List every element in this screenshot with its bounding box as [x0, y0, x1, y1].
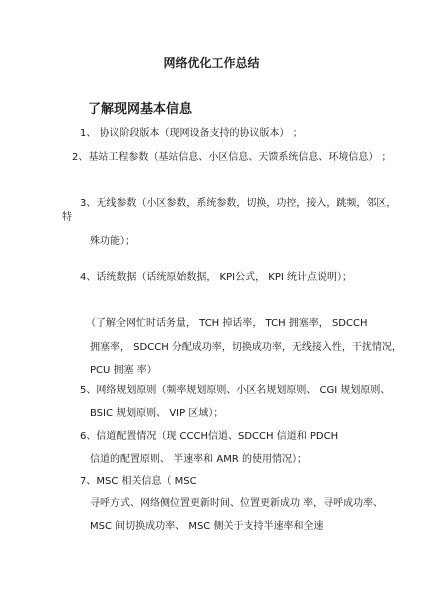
list-item-7: 7、MSC 相关信息（ MSC: [80, 476, 197, 487]
list-item-2: 2、基站工程参数（基站信息、小区信息、天馈系统信息、环境信息） ；: [72, 152, 392, 163]
list-item-7-cont-1: 寻呼方式、网络侧位置更新时间、位置更新成功 率，寻呼成功率、: [90, 498, 384, 509]
list-item-4: 4、话统数据（话统原始数据， KPI公式， KPI 统计点说明）；: [80, 272, 352, 283]
list-item-7-cont-2: MSC 间切换成功率、 MSC 侧关于支持半速率和全速: [90, 521, 324, 532]
list-item-3-cont: 殊功能）；: [90, 236, 135, 247]
list-item-3-wrap: 特: [62, 212, 72, 223]
list-item-5: 5、网络规划原则（频率规划原则、小区名规划原则、 CGI 规划原则、: [80, 385, 391, 396]
list-item-6-cont: 信道的配置原则、 半速率和 AMR 的使用情况）；: [90, 454, 307, 465]
list-item-6: 6、信道配置情况（现 CCCH信道、SDCCH 信道和 PDCH: [80, 431, 339, 442]
document-title: 网络优化工作总结: [163, 56, 260, 70]
list-item-4-detail-2: 拥塞率， SDCCH 分配成功率，切换成功率，无线接入性，干扰情况，: [90, 342, 402, 353]
list-item-5-cont: BSIC 规划原则、 VIP 区域）；: [90, 408, 224, 419]
list-item-4-detail-1: （了解全网忙时话务量， TCH 掉话率， TCH 拥塞率， SDCCH: [86, 318, 368, 329]
list-item-3: 3、无线参数（小区参数，系统参数，切换，功控，接入，跳频，邻区，: [80, 198, 397, 209]
section-heading: 了解现网基本信息: [88, 102, 193, 117]
list-item-4-detail-3: PCU 拥塞 率）: [90, 365, 157, 376]
list-item-1: 1、 协议阶段版本（现网设备支持的协议版本） ；: [80, 128, 303, 139]
